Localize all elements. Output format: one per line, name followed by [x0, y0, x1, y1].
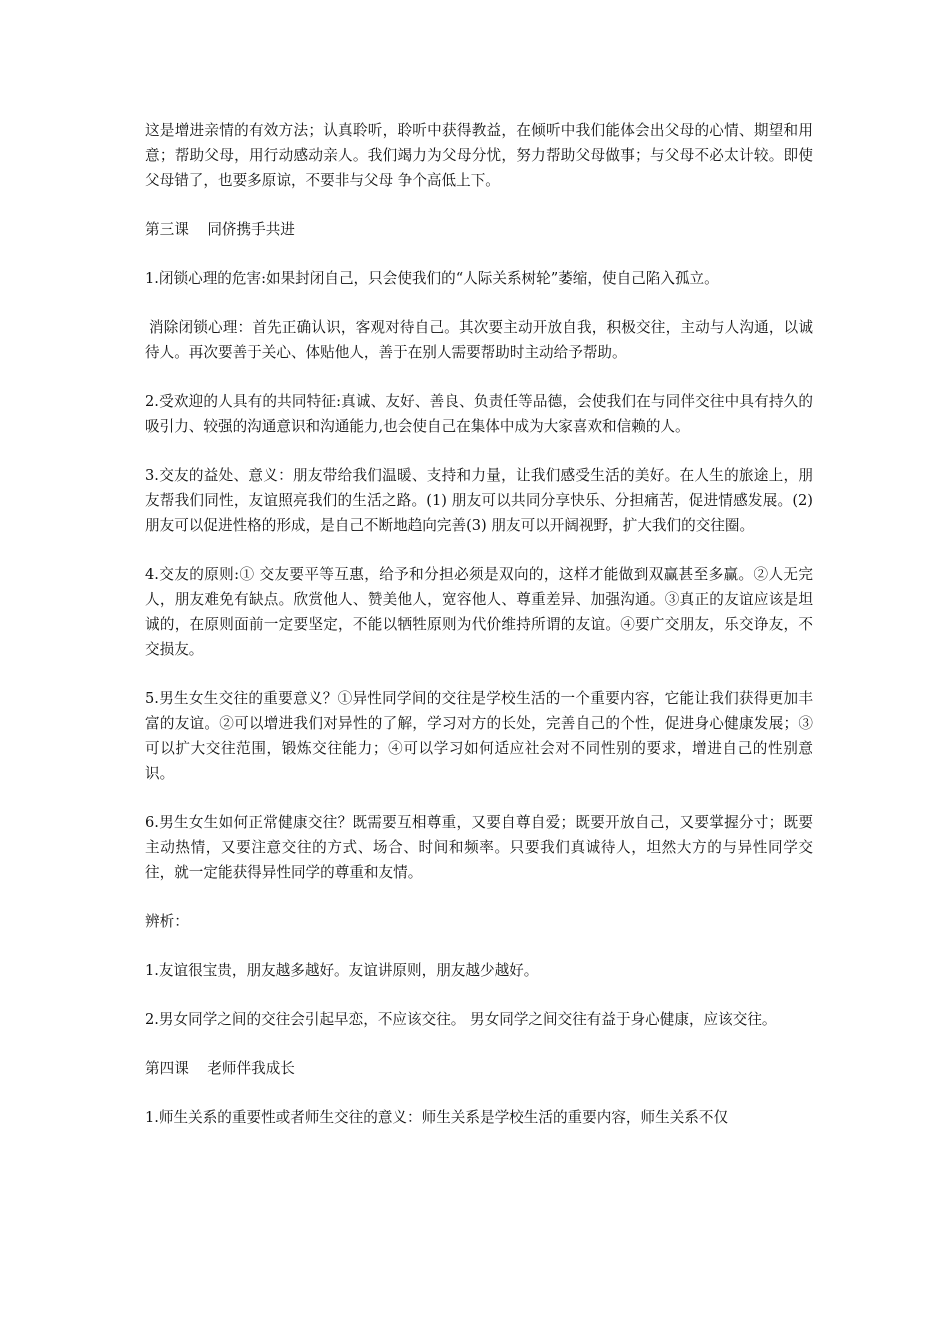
paragraph-parent-communication: 这是增进亲情的有效方法；认真聆听，聆听中获得教益，在倾听中我们能体会出父母的心情、期望和用意；帮助父母，用行动感动亲人。我们竭力为父母分忧，努力帮助父母做事；与父母不必太计较。即使父母错了，也要多原谅，不要非与父母 争个高低上下。 — [145, 122, 813, 189]
paragraph-teacher-student-relation: 1.师生关系的重要性或者师生交往的意义：师生关系是学校生活的重要内容，师生关系不仅 — [145, 1109, 729, 1126]
analysis-item-1: 1.友谊很宝贵，朋友越多越好。友谊讲原则，朋友越少越好。 — [145, 962, 539, 979]
paragraph-friendship-benefits: 3.交友的益处、意义：朋友带给我们温暖、支持和力量，让我们感受生活的美好。在人生的旅途上，朋友帮我们同性，友谊照亮我们的生活之路。(1) 朋友可以共同分享快乐、分担痛苦，促进情感发展。(2) 朋友可以促进性格的形成，是自己不断地趋向完善(3) 朋友可以开阔视野，扩大我们的交往圈。 — [145, 467, 813, 534]
analysis-label: 辨析： — [145, 913, 189, 930]
paragraph-healthy-interaction: 6.男生女生如何正常健康交往？既需要互相尊重，又要自尊自爱；既要开放自己，又要掌握分寸；既要主动热情，又要注意交往的方式、场合、时间和频率。只要我们真诚待人，坦然大方的与异性同学交往，就一定能获得异性同学的尊重和友情。 — [145, 814, 813, 881]
lesson-4-heading: 第四课 老师伴我成长 — [145, 1060, 295, 1077]
paragraph-popular-traits: 2.受欢迎的人具有的共同特征:真诚、友好、善良、负责任等品德，会使我们在与同伴交往中具有持久的吸引力、较强的沟通意识和沟通能力,也会使自己在集体中成为大家喜欢和信赖的人。 — [145, 393, 813, 435]
paragraph-remove-closed-mind: 消除闭锁心理：首先正确认识，客观对待自己。其次要主动开放自我，积极交往，主动与人沟通，以诚待人。再次要善于关心、体贴他人，善于在别人需要帮助时主动给予帮助。 — [145, 319, 813, 361]
paragraph-friendship-principles: 4.交友的原则:① 交友要平等互惠，给予和分担必须是双向的，这样才能做到双赢甚至多赢。②人无完人，朋友难免有缺点。欣赏他人、赞美他人，宽容他人、尊重差异、加强沟通。③真正的友谊应该是坦诚的，在原则面前一定要坚定，不能以牺牲原则为代价维持所谓的友谊。④要广交朋友，乐交诤友，不交损友。 — [145, 566, 813, 658]
analysis-item-2: 2.男女同学之间的交往会引起早恋，不应该交往。 男女同学之间交往有益于身心健康，应该交往。 — [145, 1011, 777, 1028]
paragraph-closed-mind-harm: 1.闭锁心理的危害:如果封闭自己，只会使我们的“人际关系树轮”萎缩，使自己陷入孤立。 — [145, 270, 719, 287]
lesson-3-heading: 第三课 同侪携手共进 — [145, 221, 295, 238]
document-page — [145, 118, 813, 1154]
paragraph-gender-interaction-meaning: 5.男生女生交往的重要意义？①异性同学间的交往是学校生活的一个重要内容，它能让我们获得更加丰富的友谊。②可以增进我们对异性的了解，学习对方的长处，完善自己的个性，促进身心健康发展；③可以扩大交往范围，锻炼交往能力；④可以学习如何适应社会对不同性别的要求，增进自己的性别意识。 — [145, 690, 813, 782]
